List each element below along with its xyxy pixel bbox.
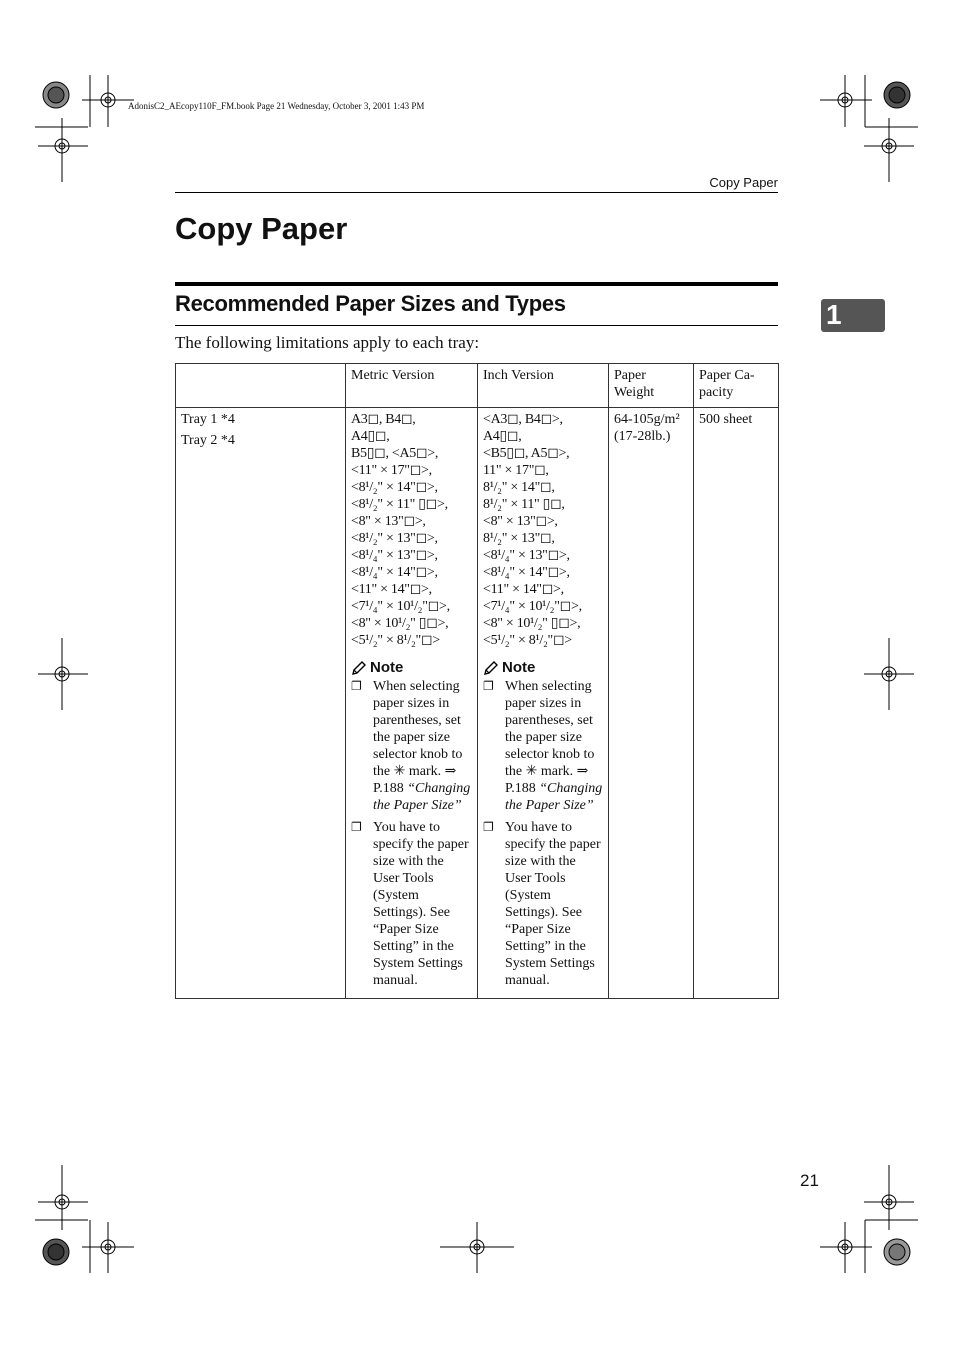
running-header: Copy Paper (709, 175, 778, 190)
size-entry: 8¹/₂" × 14"◻, (483, 480, 555, 495)
header-paper-weight: Paper Weight (609, 364, 694, 408)
note-item: ❐ You have to specify the paper size with the User Tools (System Settings). See “Paper Size Setting” in the System Settings manual. (483, 819, 603, 989)
size-entry: <11" × 14"◻>, (483, 582, 564, 597)
size-entry: <8" × 13"◻>, (351, 514, 426, 529)
pencil-icon (483, 660, 499, 676)
section-rule-top (175, 282, 778, 286)
table-header-row (176, 364, 779, 408)
table-row (176, 408, 779, 999)
size-entry: <5¹/₂" × 8¹/₂"◻> (483, 633, 572, 648)
size-entry: B5▯◻, <A5◻>, (351, 446, 439, 461)
checkbox-bullet-icon (483, 678, 497, 688)
size-entry: <A3◻, B4◻>, (483, 412, 563, 427)
section-title: Recommended Paper Sizes and Types (175, 291, 566, 316)
size-entry: <5¹/₂" × 8¹/₂"◻> (351, 633, 440, 648)
size-entry: <8" × 13"◻>, (483, 514, 558, 529)
metric-cell (346, 408, 478, 999)
header-cell-empty (176, 364, 346, 408)
note-item: ❐ When selecting paper sizes in parentheses, set the paper size selector knob to the ✳ mark. ⇒ P.188 “Changing the Paper Size” (351, 678, 472, 814)
file-header: AdonisC2_AEcopy110F_FM.book Page 21 Wednesday, October 3, 2001 1:43 PM (128, 101, 425, 111)
size-entry: <8" × 10¹/₂" ▯◻>, (351, 616, 449, 631)
size-entry: <B5▯◻, A5◻>, (483, 446, 570, 461)
header-metric: Metric Version (346, 364, 478, 408)
size-entry: <8¹/₄" × 13"◻>, (483, 548, 570, 563)
size-entry: <11" × 17"◻>, (351, 463, 432, 478)
page-number: 21 (800, 1171, 819, 1190)
note-heading: Note (483, 659, 603, 676)
metric-sizes (351, 411, 472, 649)
header-inch: Inch Version (478, 364, 609, 408)
size-entry: <8" × 10¹/₂" ▯◻>, (483, 616, 581, 631)
checkbox-bullet-icon (351, 819, 365, 829)
size-entry: <8¹/₂" × 11" ▯◻>, (351, 497, 448, 512)
pencil-icon (351, 660, 367, 676)
chapter-tab: 1 (821, 299, 885, 332)
size-entry: <7¹/₄" × 10¹/₂"◻>, (483, 599, 582, 614)
note-heading: Note (351, 659, 472, 676)
size-entry: <8¹/₂" × 13"◻>, (351, 531, 438, 546)
note-item: ❐ When selecting paper sizes in parentheses, set the paper size selector knob to the ✳ mark. ⇒ P.188 “Changing the Paper Size” (483, 678, 603, 814)
header-paper-capacity: Paper Ca-pacity (694, 364, 779, 408)
tray-cell (176, 408, 346, 999)
page-title: Copy Paper (175, 211, 348, 246)
paper-size-table (175, 363, 779, 999)
size-entry: 8¹/₂" × 13"◻, (483, 531, 555, 546)
intro-text: The following limitations apply to each tray: (175, 333, 480, 352)
paper-capacity-cell: 500 sheet (694, 408, 779, 999)
note-item: ❐ You have to specify the paper size with the User Tools (System Settings). See “Paper Size Setting” in the System Settings manual. (351, 819, 472, 989)
size-entry: 8¹/₂" × 11" ▯◻, (483, 497, 565, 512)
size-entry: A4▯◻, (483, 429, 522, 444)
size-entry: <8¹/₄" × 14"◻>, (351, 565, 438, 580)
size-entry: A4▯◻, (351, 429, 390, 444)
tray-2: Tray 2 *4 (181, 433, 235, 448)
checkbox-bullet-icon (483, 819, 497, 829)
inch-sizes (483, 411, 603, 649)
header-rule (175, 192, 778, 193)
checkbox-bullet-icon (351, 678, 365, 688)
size-entry: <11" × 14"◻>, (351, 582, 432, 597)
size-entry: <8¹/₄" × 14"◻>, (483, 565, 570, 580)
size-entry: <7¹/₄" × 10¹/₂"◻>, (351, 599, 450, 614)
size-entry: <8¹/₄" × 13"◻>, (351, 548, 438, 563)
size-entry: A3◻, B4◻, (351, 412, 416, 427)
size-entry: 11" × 17"◻, (483, 463, 549, 478)
size-entry: <8¹/₂" × 14"◻>, (351, 480, 438, 495)
paper-weight-cell: 64-105g/m² (17-28lb.) (609, 408, 694, 999)
inch-cell (478, 408, 609, 999)
tray-1: Tray 1 *4 (181, 412, 235, 427)
section-rule-bottom (175, 325, 778, 326)
